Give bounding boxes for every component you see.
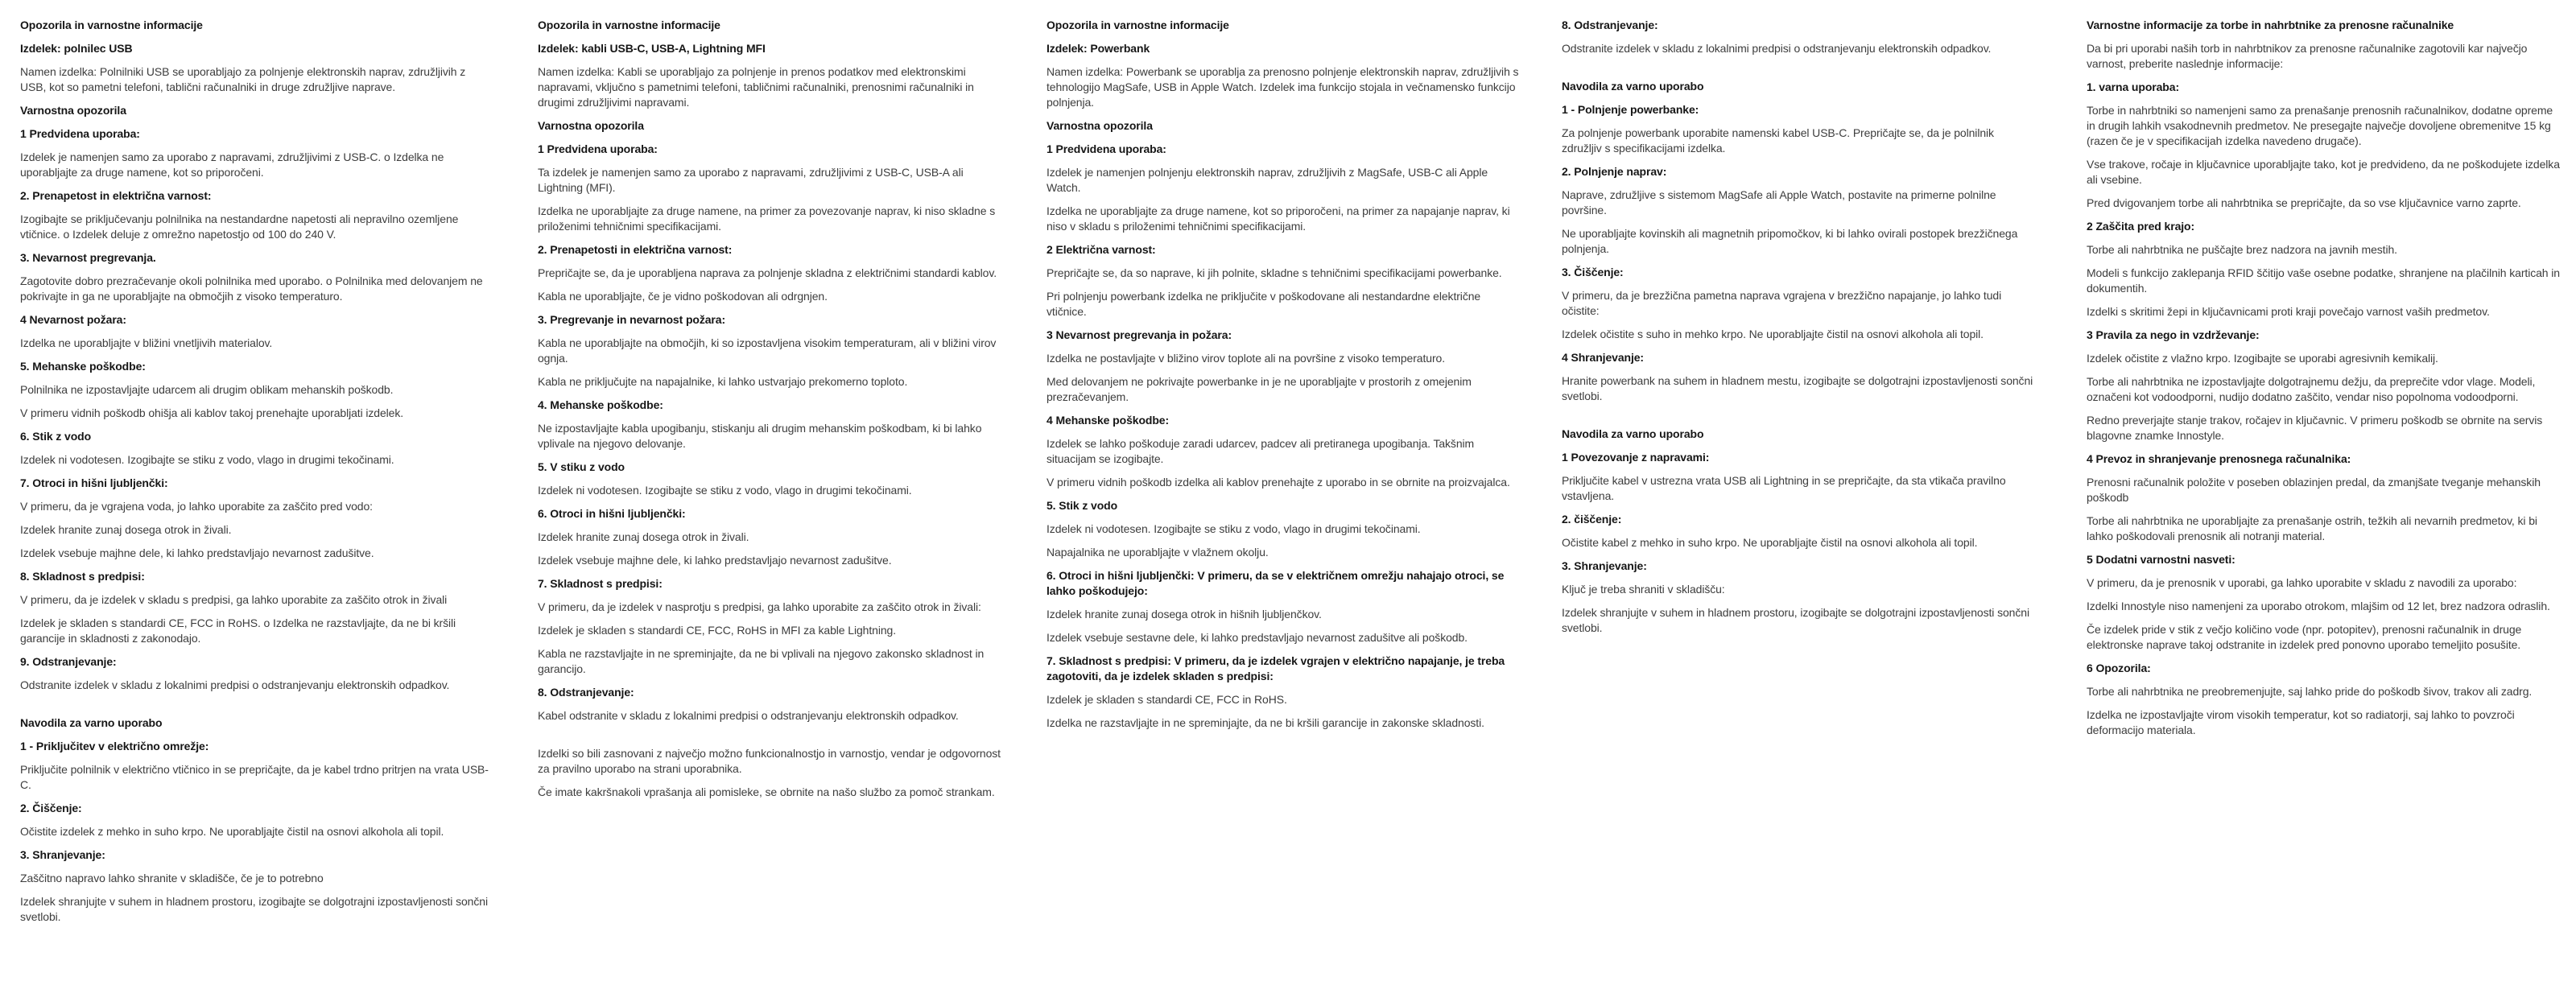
paragraph: Izdelek je skladen s standardi CE, FCC in RoHS. [1046, 693, 1287, 706]
section-heading: 3. Čiščenje: [1562, 266, 1624, 278]
paragraph: Izdelka ne izpostavljajte virom visokih temperatur, kot so radiatorji, saj lahko to povzroči deformacijo materiala. [2087, 708, 2515, 736]
paragraph: Zagotovite dobro prezračevanje okoli polnilnika med uporabo. o Polnilnika med delovanjem ne pokrivajte in ga ne uporabljajte na območjih z visoko temperaturo. [20, 274, 483, 303]
section-heading: 1 Povezovanje z napravami: [1562, 451, 1710, 464]
paragraph: Izdelka ne uporabljajte za druge namene, kot so priporočeni, na primer za napajanje naprav, ki niso v skladu s priloženimi tehničnimi specifikacijami. [1046, 204, 1510, 233]
paragraph: Izdelek shranjujte v suhem in hladnem prostoru, izogibajte se dolgotrajni izpostavljenosti sončni svetlobi. [1562, 606, 2029, 634]
paragraph: V primeru, da je izdelek v nasprotju s predpisi, ga lahko uporabite za zaščito otrok in živali: [538, 600, 981, 613]
paragraph: Izdelek hranite zunaj dosega otrok in hišnih ljubljenčkov. [1046, 608, 1322, 621]
section-heading: 4 Shranjevanje: [1562, 351, 1644, 364]
section-heading: 4 Mehanske poškodbe: [1046, 414, 1170, 427]
paragraph: Prenosni računalnik položite v poseben oblazinjen predal, da zmanjšate tveganje mehanskih poškodb [2087, 476, 2541, 504]
section-heading: Varnostne informacije za torbe in nahrbtnike za prenosne računalnike [2087, 19, 2454, 31]
section-heading: Izdelek: kabli USB-C, USB-A, Lightning MFI [538, 42, 766, 55]
paragraph: Kabla ne razstavljajte in ne spreminjajte, da ne bi vplivali na njegovo zakonsko skladnost in garancijo. [538, 647, 985, 675]
paragraph: Zaščitno napravo lahko shranite v skladišče, če je to potrebno [20, 872, 324, 884]
paragraph: Izdelka ne uporabljajte v bližini vnetljivih materialov. [20, 336, 273, 349]
section-heading: 2. Prenapetosti in električna varnost: [538, 243, 733, 256]
section-heading: 6. Otroci in hišni ljubljenčki: [538, 507, 686, 520]
paragraph: Torbe ali nahrbtnika ne izpostavljajte dolgotrajnemu dežju, da preprečite vdor vlage. Modeli, označeni kot vodoodporni, nudijo dodatno zaščito, vendar niso popolnoma vodoodporni. [2087, 375, 2536, 403]
paragraph: Izdelek shranjujte v suhem in hladnem prostoru, izogibajte se dolgotrajni izpostavljenosti sončni svetlobi. [20, 895, 488, 923]
paragraph: Če izdelek pride v stik z večjo količino vode (npr. potopitev), prenosni računalnik in druge elektronske naprave takoj odstranite in izdelek pred ponovno uporabo temeljito posušite. [2087, 623, 2522, 651]
section-heading: 1 Predvidena uporaba: [20, 127, 140, 140]
section-heading: 2 Električna varnost: [1046, 243, 1156, 256]
column-usb-charger [20, 18, 493, 933]
section-heading: 4 Nevarnost požara: [20, 313, 126, 326]
paragraph: Če imate kakršnakoli vprašanja ali pomisleke, se obrnite na našo službo za pomoč strankam. [538, 785, 995, 798]
section-heading: Varnostna opozorila [20, 104, 126, 117]
paragraph: Pri polnjenju powerbank izdelka ne priključite v poškodovane ali nestandardne električne vtičnice. [1046, 290, 1481, 318]
paragraph: Izdelka ne postavljajte v bližino virov toplote ali na površine z visoko temperaturo. [1046, 352, 1445, 365]
paragraph: Torbe ali nahrbtnika ne uporabljajte za prenašanje ostrih, težkih ali nevarnih predmetov, ki bi lahko poškodovali prenosnik ali notranji material. [2087, 514, 2537, 542]
section-heading: 2. Prenapetost in električna varnost: [20, 189, 212, 202]
column-powerbank [1046, 18, 1520, 739]
section-heading: 7. Otroci in hišni ljubljenčki: [20, 476, 168, 489]
paragraph: Izdelek je namenjen samo za uporabo z napravami, združljivimi z USB-C. o Izdelka ne uporabljajte za druge namene, kot so priporočeni. [20, 150, 444, 179]
section-heading: 2 Zaščita pred krajo: [2087, 220, 2195, 233]
paragraph: Očistite izdelek z mehko in suho krpo. Ne uporabljajte čistil na osnovi alkohola ali topil. [20, 825, 444, 838]
section-heading: Izdelek: polnilec USB [20, 42, 133, 55]
section-heading: 9. Odstranjevanje: [20, 655, 117, 668]
paragraph: Redno preverjajte stanje trakov, ročajev in ključavnic. V primeru poškodb se obrnite na servis blagovne znamke Innostyle. [2087, 414, 2543, 442]
paragraph: Polnilnika ne izpostavljajte udarcem ali drugim oblikam mehanskih poškodb. [20, 383, 394, 396]
paragraph: Kabel odstranite v skladu z lokalnimi predpisi o odstranjevanju elektronskih odpadkov. [538, 709, 959, 722]
paragraph: Izdelka ne razstavljajte in ne spreminjajte, da ne bi kršili garancije in zakonske skladnosti. [1046, 716, 1484, 729]
paragraph: Priključite kabel v ustrezna vrata USB ali Lightning in se prepričajte, da sta vtikača pravilno vstavljena. [1562, 474, 2006, 502]
paragraph: Odstranite izdelek v skladu z lokalnimi predpisi o odstranjevanju elektronskih odpadkov. [1562, 42, 1992, 55]
section-heading: Navodila za varno uporabo [20, 716, 163, 729]
section-heading: Navodila za varno uporabo [1562, 80, 1704, 93]
paragraph: V primeru, da je prenosnik v uporabi, ga lahko uporabite v skladu z navodili za uporabo: [2087, 576, 2517, 589]
paragraph: Očistite kabel z mehko in suho krpo. Ne uporabljajte čistil na osnovi alkohola ali topil. [1562, 536, 1978, 549]
paragraph: Izdelek vsebuje sestavne dele, ki lahko predstavljajo nevarnost zadušitve ali poškodb. [1046, 631, 1468, 644]
paragraph: V primeru vidnih poškodb izdelka ali kablov prenehajte z uporabo in se obrnite na proizvajalca. [1046, 476, 1510, 489]
paragraph: Namen izdelka: Kabli se uporabljajo za polnjenje in prenos podatkov med elektronskimi napravami, vključno s pametnimi telefoni, tabličnimi računalniki, prenosnimi računalniki in drugimi združljivimi napravami. [538, 65, 974, 109]
section-heading: 3. Shranjevanje: [20, 848, 105, 861]
section-heading: Navodila za varno uporabo [1562, 427, 1704, 440]
paragraph: Med delovanjem ne pokrivajte powerbanke in je ne uporabljajte v prostorih z omejenim prezračevanjem. [1046, 375, 1472, 403]
section-heading: Varnostna opozorila [1046, 119, 1153, 132]
paragraph: Izdelki so bili zasnovani z največjo možno funkcionalnostjo in varnostjo, vendar je odgovornost za pravilno uporabo na strani uporabnika. [538, 747, 1001, 775]
paragraph: Izogibajte se priključevanju polnilnika na nestandardne napetosti ali nepravilno ozemljene vtičnice. o Izdelek deluje z omrežno napetostjo od 100 do 240 V. [20, 212, 459, 241]
section-heading: 1. varna uporaba: [2087, 80, 2180, 93]
paragraph: V primeru, da je izdelek v skladu s predpisi, ga lahko uporabite za zaščito otrok in živali [20, 593, 448, 606]
section-heading: 3 Nevarnost pregrevanja in požara: [1046, 328, 1232, 341]
column-powerbank-instructions [1562, 18, 2035, 644]
section-heading: 4 Prevoz in shranjevanje prenosnega računalnika: [2087, 452, 2351, 465]
section-heading: 2. Polnjenje naprav: [1562, 165, 1667, 178]
section-heading: 6 Opozorila: [2087, 662, 2151, 674]
section-heading: 2. Čiščenje: [20, 802, 82, 814]
paragraph: Torbe ali nahrbtnika ne preobremenjujte, saj lahko pride do poškodb šivov, trakov ali zadrg. [2087, 685, 2533, 698]
column-laptop-bags [2087, 18, 2560, 746]
paragraph: Izdelek ni vodotesen. Izogibajte se stiku z vodo, vlago in drugimi tekočinami. [538, 484, 912, 497]
paragraph: Izdelek očistite s suho in mehko krpo. Ne uporabljajte čistil na osnovi alkohola ali topil. [1562, 328, 1984, 340]
paragraph: V primeru, da je vgrajena voda, jo lahko uporabite za zaščito pred vodo: [20, 500, 373, 513]
section-heading: 1 - Polnjenje powerbanke: [1562, 103, 1699, 116]
paragraph: Ta izdelek je namenjen samo za uporabo z napravami, združljivimi z USB-C, USB-A ali Lightning (MFI). [538, 166, 964, 194]
section-heading: 3. Shranjevanje: [1562, 559, 1647, 572]
section-heading: Opozorila in varnostne informacije [1046, 19, 1229, 31]
section-heading: 4. Mehanske poškodbe: [538, 398, 663, 411]
column-cables [538, 18, 1011, 808]
section-heading: 5. Stik z vodo [1046, 499, 1118, 512]
section-heading: 3 Pravila za nego in vzdrževanje: [2087, 328, 2260, 341]
paragraph: Modeli s funkcijo zaklepanja RFID ščitijo vaše osebne podatke, shranjene na plačilnih karticah in dokumentih. [2087, 266, 2560, 295]
paragraph: Izdelek se lahko poškoduje zaradi udarcev, padcev ali pretiranega upogibanja. Takšnim situacijam se izogibajte. [1046, 437, 1475, 465]
paragraph: Izdelki s skritimi žepi in ključavnicami proti kraji povečajo varnost vaših predmetov. [2087, 305, 2490, 318]
paragraph: Odstranite izdelek v skladu z lokalnimi predpisi o odstranjevanju elektronskih odpadkov. [20, 678, 450, 691]
paragraph: Izdelek hranite zunaj dosega otrok in živali. [20, 523, 232, 536]
paragraph: Ne izpostavljajte kabla upogibanju, stiskanju ali drugim mehanskim poškodbam, ki bi lahko vplivale na njegovo delovanje. [538, 422, 982, 450]
paragraph: Torbe ali nahrbtnika ne puščajte brez nadzora na javnih mestih. [2087, 243, 2397, 256]
paragraph: Za polnjenje powerbank uporabite namenski kabel USB-C. Prepričajte se, da je polnilnik združljiv s specifikacijami izdelka. [1562, 126, 1994, 155]
section-spacer [20, 701, 493, 715]
paragraph: Izdelek očistite z vlažno krpo. Izogibajte se uporabi agresivnih kemikalij. [2087, 352, 2438, 365]
paragraph: Izdelek ni vodotesen. Izogibajte se stiku z vodo, vlago in drugimi tekočinami. [20, 453, 394, 466]
section-heading: 6. Otroci in hišni ljubljenčki: V primeru, da se v električnem omrežju nahajajo otroci, se lahko poškodujejo: [1046, 569, 1505, 597]
section-heading: Izdelek: Powerbank [1046, 42, 1150, 55]
paragraph: Ne uporabljajte kovinskih ali magnetnih pripomočkov, ki bi lahko ovirali postopek brezžičnega polnjenja. [1562, 227, 2018, 255]
section-heading: 8. Odstranjevanje: [1562, 19, 1658, 31]
paragraph: Da bi pri uporabi naših torb in nahrbtnikov za prenosne računalnike zagotovili kar največjo varnost, preberite naslednje informacije: [2087, 42, 2528, 70]
paragraph: Izdelek je namenjen polnjenju elektronskih naprav, združljivih z MagSafe, USB-C ali Apple Watch. [1046, 166, 1488, 194]
paragraph: Izdelek je skladen s standardi CE, FCC, RoHS in MFI za kable Lightning. [538, 624, 896, 637]
paragraph: Kabla ne priključujte na napajalnike, ki lahko ustvarjajo prekomerno toploto. [538, 375, 908, 388]
paragraph: Kabla ne uporabljajte na območjih, ki so izpostavljena visokim temperaturam, ali v bližini virov ognja. [538, 336, 997, 365]
paragraph: Izdelka ne uporabljajte za druge namene, na primer za povezovanje naprav, ki niso skladne s priloženimi tehničnimi specifikacijami. [538, 204, 996, 233]
paragraph: Torbe in nahrbtniki so namenjeni samo za prenašanje prenosnih računalnikov, dodatne opreme in drugih lahkih vsakodnevnih predmetov. Ne presegajte največje dovoljene obremenitve 15 kg (razen če je v specifikacijah izdelka navedeno drugače). [2087, 104, 2553, 147]
paragraph: V primeru vidnih poškodb ohišja ali kablov takoj prenehajte uporabljati izdelek. [20, 406, 404, 419]
section-spacer [538, 732, 1011, 746]
section-spacer [1562, 412, 2035, 427]
section-heading: 8. Skladnost s predpisi: [20, 570, 145, 583]
paragraph: Izdelek je skladen s standardi CE, FCC in RoHS. o Izdelka ne razstavljajte, da ne bi kršili garancije in skladnosti z zakonodajo. [20, 616, 456, 645]
section-spacer [1562, 64, 2035, 79]
paragraph: Hranite powerbank na suhem in hladnem mestu, izogibajte se dolgotrajni izpostavljenosti sončni svetlobi. [1562, 374, 2033, 402]
paragraph: Izdelek vsebuje majhne dele, ki lahko predstavljajo nevarnost zadušitve. [538, 554, 892, 567]
section-heading: Opozorila in varnostne informacije [20, 19, 203, 31]
section-heading: 1 - Priključitev v električno omrežje: [20, 740, 209, 752]
section-heading: 3. Nevarnost pregrevanja. [20, 251, 156, 264]
paragraph: V primeru, da je brezžična pametna naprava vgrajena v brezžično napajanje, jo lahko tudi očistite: [1562, 289, 2002, 317]
paragraph: Namen izdelka: Polnilniki USB se uporabljajo za polnjenje elektronskih naprav, združljivih z USB, kot so pametni telefoni, tablični računalniki in druge združljive naprave. [20, 65, 466, 93]
paragraph: Namen izdelka: Powerbank se uporablja za prenosno polnjenje elektronskih naprav, združljivih s tehnologijo MagSafe, USB in Apple Watch. Izdelek ima funkcijo stojala in večnamensko funkcijo polnjenja. [1046, 65, 1519, 109]
paragraph: Izdelek ni vodotesen. Izogibajte se stiku z vodo, vlago in drugimi tekočinami. [1046, 522, 1421, 535]
section-heading: 1 Predvidena uporaba: [538, 142, 658, 155]
section-heading: 7. Skladnost s predpisi: [538, 577, 663, 590]
section-heading: 5 Dodatni varnostni nasveti: [2087, 553, 2235, 566]
section-heading: 5. V stiku z vodo [538, 460, 625, 473]
paragraph: Naprave, združljive s sistemom MagSafe ali Apple Watch, postavite na primerne polnilne površine. [1562, 188, 1996, 216]
section-heading: 6. Stik z vodo [20, 430, 92, 443]
section-heading: Opozorila in varnostne informacije [538, 19, 720, 31]
paragraph: Ključ je treba shraniti v skladišču: [1562, 583, 1725, 596]
paragraph: Prepričajte se, da je uporabljena naprava za polnjenje skladna z električnimi standardi kablov. [538, 266, 997, 279]
paragraph: Izdelek vsebuje majhne dele, ki lahko predstavljajo nevarnost zadušitve. [20, 546, 374, 559]
section-heading: 1 Predvidena uporaba: [1046, 142, 1166, 155]
section-heading: 5. Mehanske poškodbe: [20, 360, 146, 373]
section-heading: 2. čiščenje: [1562, 513, 1622, 526]
paragraph: Prepričajte se, da so naprave, ki jih polnite, skladne s tehničnimi specifikacijami powerbanke. [1046, 266, 1502, 279]
paragraph: Kabla ne uporabljajte, če je vidno poškodovan ali odrgnjen. [538, 290, 828, 303]
paragraph: Pred dvigovanjem torbe ali nahrbtnika se prepričajte, da so vse ključavnice varno zaprte. [2087, 196, 2521, 209]
section-heading: Varnostna opozorila [538, 119, 644, 132]
section-heading: 7. Skladnost s predpisi: V primeru, da je izdelek vgrajen v električno napajanje, je treba zagotoviti, da je izdelek skladen s predpisi: [1046, 654, 1505, 682]
paragraph: Napajalnika ne uporabljajte v vlažnem okolju. [1046, 546, 1269, 559]
section-heading: 3. Pregrevanje in nevarnost požara: [538, 313, 726, 326]
paragraph: Izdelki Innostyle niso namenjeni za uporabo otrokom, mlajšim od 12 let, brez nadzora odraslih. [2087, 600, 2550, 612]
paragraph: Vse trakove, ročaje in ključavnice uporabljajte tako, kot je predvideno, da ne poškodujete izdelka ali vsebine. [2087, 158, 2560, 186]
paragraph: Izdelek hranite zunaj dosega otrok in živali. [538, 530, 749, 543]
paragraph: Priključite polnilnik v električno vtičnico in se prepričajte, da je kabel trdno pritrjen na vrata USB-C. [20, 763, 489, 791]
section-heading: 8. Odstranjevanje: [538, 686, 634, 699]
